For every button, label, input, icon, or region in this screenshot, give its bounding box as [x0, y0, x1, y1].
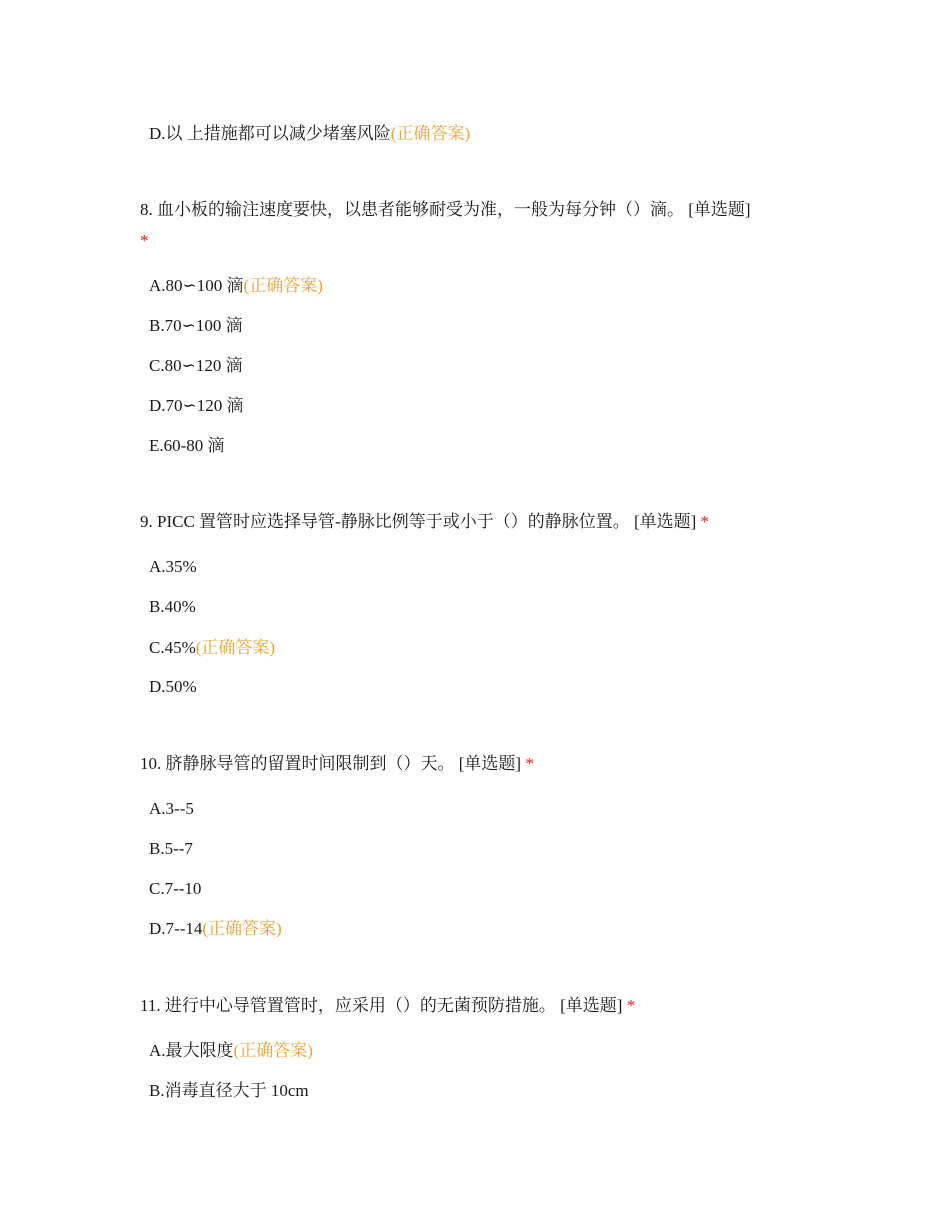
q9-option-c	[149, 636, 275, 660]
q8-required-marker	[140, 229, 149, 253]
option-text: A.35%	[149, 557, 197, 576]
option-text: B.70∽100 滴	[149, 316, 243, 335]
correct-answer-tag: (正确答案)	[195, 638, 276, 657]
question-text: 9. PICC 置管时应选择导管-静脉比例等于或小于（）的静脉位置。 [单选题]	[140, 512, 697, 531]
option-text: A.80∽100 滴	[149, 276, 244, 295]
q8-option-d	[149, 394, 244, 418]
q8-option-e	[149, 434, 225, 458]
question-text: 8. 血小板的输注速度要快，以患者能够耐受为准，一般为每分钟（）滴。 [单选题]	[140, 200, 751, 219]
required-star: *	[626, 996, 636, 1015]
q10-option-b	[149, 837, 193, 861]
option-text: C.7--10	[149, 879, 202, 898]
q9-question-text	[140, 510, 709, 534]
q8-option-c	[149, 354, 243, 378]
option-text: A.3--5	[149, 799, 194, 818]
option-text: C.45%	[149, 638, 196, 657]
q11-option-a	[149, 1039, 313, 1063]
q9-option-d	[149, 675, 197, 699]
option-text: D.7--14	[149, 919, 203, 938]
option-text: A.最大限度	[149, 1041, 234, 1060]
option-text: D.70∽120 滴	[149, 396, 244, 415]
q10-option-c	[149, 877, 201, 901]
option-text: B.40%	[149, 597, 196, 616]
question-text: 11. 进行中心导管置管时，应采用（）的无菌预防措施。 [单选题]	[140, 996, 623, 1015]
q8-question-text	[140, 198, 751, 222]
option-text: B.消毒直径大于 10cm	[149, 1081, 309, 1100]
correct-answer-tag: (正确答案)	[233, 1041, 313, 1060]
q11-question-text	[140, 994, 635, 1018]
q10-question-text	[140, 752, 534, 776]
q8-option-a	[149, 274, 323, 298]
required-star: *	[700, 512, 710, 531]
q7-option-d	[149, 122, 470, 146]
q11-option-b	[149, 1079, 309, 1103]
correct-answer-tag: (正确答案)	[243, 276, 323, 295]
option-text: B.5--7	[149, 839, 193, 858]
option-text: D.50%	[149, 677, 197, 696]
q10-option-d	[149, 917, 282, 941]
q9-option-b	[149, 595, 196, 619]
required-star: *	[525, 754, 534, 773]
q8-option-b	[149, 314, 243, 338]
required-star: *	[140, 231, 149, 250]
q10-option-a	[149, 797, 194, 821]
q9-option-a	[149, 555, 197, 579]
option-text: C.80∽120 滴	[149, 356, 243, 375]
correct-answer-tag: (正确答案)	[390, 124, 471, 143]
question-text: 10. 脐静脉导管的留置时间限制到（）天。 [单选题]	[140, 754, 522, 773]
option-text: D.以 上措施都可以减少堵塞风险	[149, 124, 391, 143]
option-text: E.60-80 滴	[149, 436, 225, 455]
correct-answer-tag: (正确答案)	[202, 919, 282, 938]
